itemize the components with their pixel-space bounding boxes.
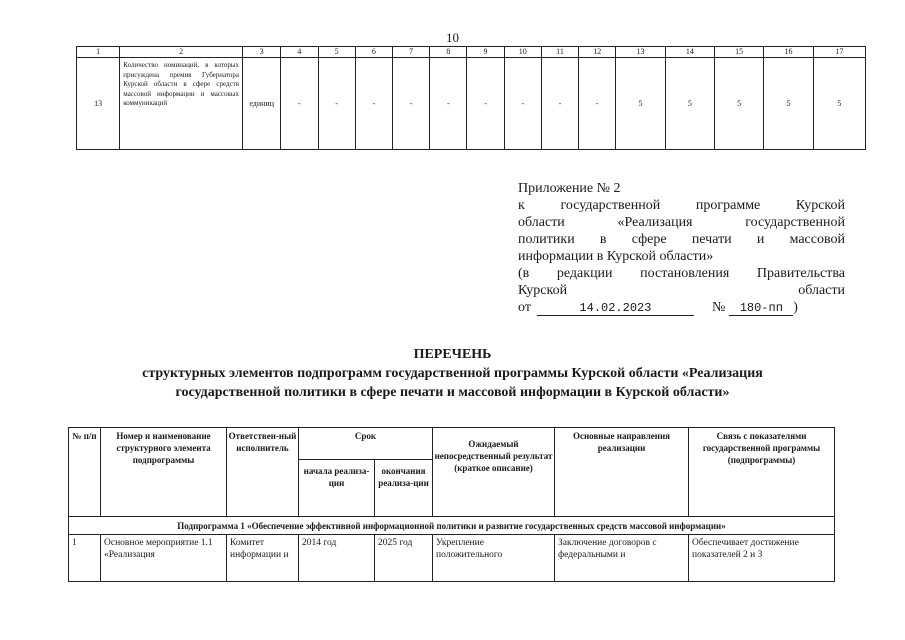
column-number: 11 xyxy=(541,47,578,58)
resolution-date-line xyxy=(518,299,845,316)
value-cell: 5 xyxy=(764,58,813,150)
appendix-title: Приложение № 2 xyxy=(518,181,621,196)
unit-cell: единиц xyxy=(243,58,281,150)
header-executor: Ответствен-ный исполнитель xyxy=(227,428,299,517)
value-cell: - xyxy=(504,58,541,150)
closing-parenthesis: ) xyxy=(793,300,798,315)
appendix-line: к государственной программе Курской xyxy=(518,198,845,213)
column-number: 13 xyxy=(616,47,665,58)
header-term: Срок xyxy=(299,428,433,460)
column-number: 8 xyxy=(430,47,467,58)
value-cell: 5 xyxy=(715,58,764,150)
indicator-name: Количество номинаций, в которых присуждена премия Губернатора Курской области в сфере средств массовой информации и массовых коммуникаций xyxy=(120,58,243,150)
subprogram-title: Подпрограмма 1 «Обеспечение эффективной информационной политики и развитие государственных средств массовой информации» xyxy=(69,517,835,535)
value-cell: 5 xyxy=(665,58,714,150)
value-cell: - xyxy=(281,58,318,150)
value-cell: - xyxy=(355,58,392,150)
value-cell: - xyxy=(541,58,578,150)
appendix-line: области «Реализация государственной xyxy=(518,215,845,230)
list-title: ПЕРЕЧЕНЬ xyxy=(413,347,492,362)
structural-elements-table xyxy=(68,427,835,582)
column-number: 7 xyxy=(392,47,429,58)
column-number: 1 xyxy=(77,47,120,58)
column-number: 17 xyxy=(813,47,865,58)
value-cell: - xyxy=(579,58,616,150)
appendix-block xyxy=(518,180,845,316)
table-row xyxy=(77,58,866,150)
column-number: 5 xyxy=(318,47,355,58)
table-row xyxy=(69,535,835,582)
link-cell: Обеспечивает достижение показателей 2 и 3 xyxy=(689,535,835,582)
value-cell: - xyxy=(392,58,429,150)
value-cell: 5 xyxy=(813,58,865,150)
column-number: 12 xyxy=(579,47,616,58)
column-number: 4 xyxy=(281,47,318,58)
list-subtitle: государственной политики в сфере печати и массовой информации в Курской области» xyxy=(175,385,730,400)
appendix-line: Курской области xyxy=(518,283,845,298)
header-name: Номер и наименование структурного элемента подпрограммы xyxy=(101,428,227,517)
indicators-table xyxy=(76,46,866,150)
end-cell: 2025 год xyxy=(375,535,433,582)
column-number: 9 xyxy=(467,47,504,58)
column-number: 16 xyxy=(764,47,813,58)
subprogram-row xyxy=(69,517,835,535)
row-number: 1 xyxy=(69,535,101,582)
resolution-date: 14.02.2023 xyxy=(537,301,694,316)
appendix-line: информации в Курской области» xyxy=(518,249,714,264)
start-cell: 2014 год xyxy=(299,535,375,582)
header-num: № п/п xyxy=(69,428,101,517)
header-link: Связь с показателями государственной программы (подпрограммы) xyxy=(689,428,835,517)
column-number: 10 xyxy=(504,47,541,58)
value-cell: 5 xyxy=(616,58,665,150)
element-name: Основное мероприятие 1.1 «Реализация xyxy=(101,535,227,582)
column-number: 2 xyxy=(120,47,243,58)
list-subtitle: структурных элементов подпрограмм государственной программы Курской области «Реализация xyxy=(142,366,763,381)
value-cell: - xyxy=(318,58,355,150)
column-number: 14 xyxy=(665,47,714,58)
header-start: начала реализа-ции xyxy=(299,460,375,517)
directions-cell: Заключение договоров с федеральными и xyxy=(555,535,689,582)
from-label: от xyxy=(518,300,531,315)
column-number: 15 xyxy=(715,47,764,58)
result-cell: Укрепление положительного xyxy=(433,535,555,582)
executor-cell: Комитет информации и xyxy=(227,535,299,582)
column-number: 3 xyxy=(243,47,281,58)
column-number: 6 xyxy=(355,47,392,58)
value-cell: - xyxy=(467,58,504,150)
appendix-line: (в редакции постановления Правительства xyxy=(518,266,845,281)
value-cell: - xyxy=(430,58,467,150)
header-end: окончания реализа-ции xyxy=(375,460,433,517)
page-number: 10 xyxy=(446,30,459,45)
row-number: 13 xyxy=(77,58,120,150)
header-directions: Основные направления реализации xyxy=(555,428,689,517)
header-result: Ожидаемый непосредственный результат (краткое описание) xyxy=(433,428,555,517)
resolution-number: 180-пп xyxy=(729,301,793,316)
number-label: № xyxy=(711,300,726,315)
table-header-row xyxy=(77,47,866,58)
appendix-line: политики в сфере печати и массовой xyxy=(518,232,845,247)
table-header-row xyxy=(69,428,835,460)
